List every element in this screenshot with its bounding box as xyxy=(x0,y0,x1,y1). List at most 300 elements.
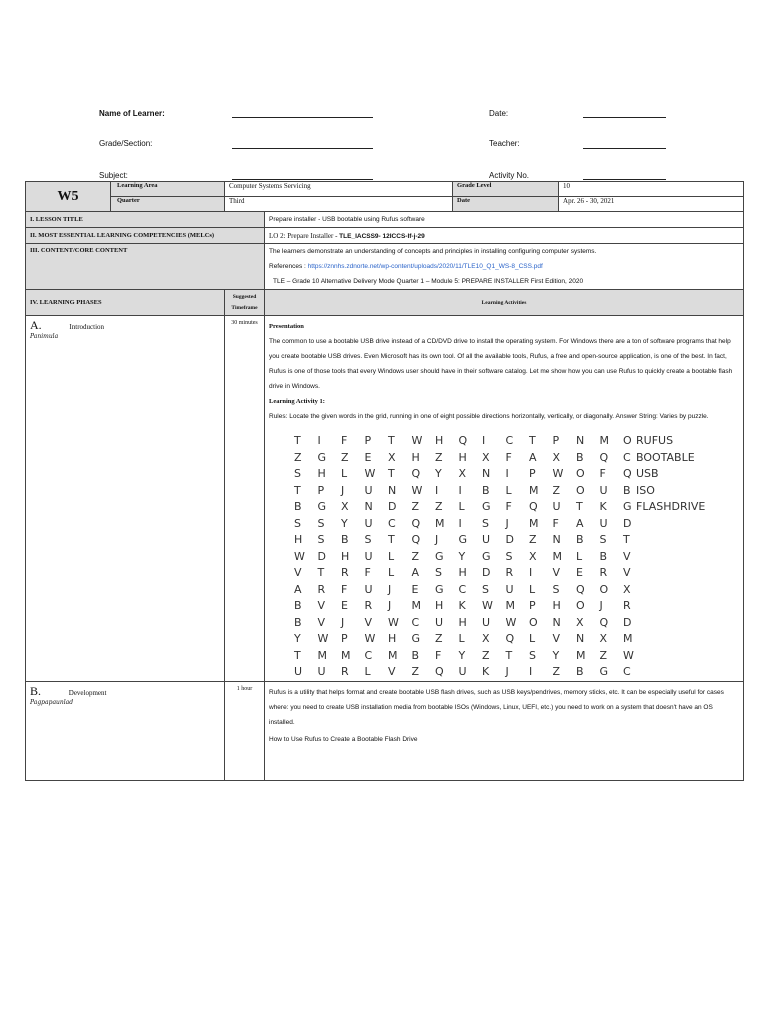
word-search-letter: B xyxy=(294,615,302,629)
word-search-letter: T xyxy=(388,467,395,480)
word-search-letter: B xyxy=(623,483,631,497)
word-search-word-list xyxy=(636,434,705,517)
word-search-letter: W xyxy=(552,467,564,480)
word-search-letter: J xyxy=(341,483,345,497)
word-search-letter: G xyxy=(623,500,632,513)
word-search-letter: Q xyxy=(411,467,421,480)
word-search-letter: R xyxy=(599,566,608,579)
word-search-letter: L xyxy=(529,632,536,645)
word-search-letter: M xyxy=(576,648,586,662)
word-search-letter: Z xyxy=(435,450,443,464)
word-search-row xyxy=(294,484,647,501)
word-search-letter: L xyxy=(505,483,512,497)
word-search-letter: F xyxy=(599,467,606,480)
word-search-letter: S xyxy=(599,533,607,546)
word-search-letter: C xyxy=(623,665,631,678)
word-search-letter: O xyxy=(576,483,585,497)
word-search-letter: U xyxy=(435,615,444,629)
word-search-letter: O xyxy=(599,582,609,596)
references-extra: TLE – Grade 10 Alternative Delivery Mode Quarter 1 – Module 5: PREPARE INSTALLER First Edition, 2020 xyxy=(273,278,584,285)
word-search-letter: U xyxy=(364,549,373,563)
word-search-letter: A xyxy=(529,450,537,464)
subject-line xyxy=(232,179,373,180)
word-search-letter: B xyxy=(294,599,302,612)
content-text: The learners demonstrate an understanding of concepts and principles in installing configuring computer systems. xyxy=(269,248,597,255)
word-search-letter: B xyxy=(599,549,608,563)
word-search-letter: U xyxy=(482,533,491,546)
word-search-letter: J xyxy=(505,665,509,678)
word-search-letter: C xyxy=(364,648,373,662)
word-search-letter: N xyxy=(576,434,585,447)
word-search-letter: G xyxy=(482,500,491,513)
activity-text: Rules: Locate the given words in the grid, running in one of eight possible directions horizontally, vertically, or diagonally. Answer String: Varies by puzzle. xyxy=(269,413,709,420)
word-search-letter: U xyxy=(552,500,561,513)
phase-b-time: 1 hour xyxy=(225,682,265,781)
word-search-grid xyxy=(294,434,647,682)
word-search-letter: P xyxy=(364,434,372,447)
word-search-letter: A xyxy=(576,516,584,530)
word-search-letter: T xyxy=(576,500,583,513)
word-search-letter: I xyxy=(458,516,462,530)
references-link[interactable]: https://znnhs.zdnorte.net/wp-content/uploads/2020/11/TLE10_Q1_WS-8_CSS.pdf xyxy=(307,263,543,270)
activity-no-line xyxy=(583,179,666,180)
word-search-letter: S xyxy=(435,566,442,579)
learning-area-value: Computer Systems Servicing xyxy=(225,182,453,197)
word-search-letter: L xyxy=(364,665,371,678)
word-search-letter: X xyxy=(482,632,490,645)
word-search-letter: U xyxy=(482,615,491,629)
activity-title: Learning Activity 1: xyxy=(269,398,325,405)
word-search-letter: N xyxy=(482,467,491,480)
date-cell-value: Apr. 26 - 30, 2021 xyxy=(559,197,744,212)
phase-b-name: Development xyxy=(68,689,107,697)
word-search-letter: P xyxy=(529,467,536,480)
word-search-letter: B xyxy=(576,665,584,678)
word-search-letter: X xyxy=(623,582,631,596)
word-search-letter: F xyxy=(505,500,512,513)
presentation-title: Presentation xyxy=(269,323,304,330)
word-search-letter: H xyxy=(458,450,467,464)
word-search-row xyxy=(294,451,647,468)
word-search-letter: P xyxy=(317,483,325,497)
word-search-letter: S xyxy=(482,516,489,530)
word-search-letter: Z xyxy=(482,648,490,662)
word-search-letter: Z xyxy=(411,500,420,513)
word-search-letter: R xyxy=(341,665,349,678)
word-search-letter: M xyxy=(388,648,398,662)
word-search-letter: K xyxy=(599,500,607,513)
melc-prefix: LO 2: Prepare Installer - xyxy=(269,231,338,240)
activities-header: Learning Activities xyxy=(265,290,744,316)
word-search-letter: J xyxy=(341,615,345,629)
word-search-letter: H xyxy=(294,533,303,546)
word-search-letter: Y xyxy=(458,549,466,563)
word-search-letter: B xyxy=(341,533,349,546)
word-search-letter: X xyxy=(599,632,608,645)
word-search-letter: L xyxy=(388,566,395,579)
word-search-letter: A xyxy=(294,582,302,596)
word-search-letter: Z xyxy=(341,450,349,464)
word-search-letter: G xyxy=(435,582,444,596)
grade-level-value: 10 xyxy=(559,182,744,197)
phase-b-sub: Pagpapaunlad xyxy=(30,699,74,706)
word-search-letter: J xyxy=(388,599,392,612)
word-search-letter: T xyxy=(388,434,395,447)
word-search-letter: J xyxy=(505,516,509,530)
word-search-letter: M xyxy=(411,599,421,612)
word-search-row xyxy=(294,550,647,567)
word-search-letter: H xyxy=(411,450,420,464)
word-search-letter: I xyxy=(529,665,533,678)
word-search-letter: L xyxy=(388,549,395,563)
word-search-letter: W xyxy=(317,632,329,645)
word-search-letter: I xyxy=(317,434,321,447)
word-search-letter: H xyxy=(458,566,467,579)
howto-text: How to Use Rufus to Create a Bootable Flash Drive xyxy=(269,736,418,743)
word-search-letter: B xyxy=(576,533,584,546)
word-search-letter: F xyxy=(435,648,442,662)
word-search-letter: X xyxy=(576,615,584,629)
phase-b-letter: B. xyxy=(30,684,42,698)
word-search-letter: Q xyxy=(529,500,538,513)
word-search-letter: Q xyxy=(411,516,421,530)
word-search-letter: X xyxy=(482,450,490,464)
word-search-word: FLASHDRIVE xyxy=(636,500,706,513)
word-search-letter: V xyxy=(317,599,326,612)
week-cell: W5 xyxy=(26,182,111,212)
word-search-letter: Z xyxy=(411,665,420,678)
word-search-letter: N xyxy=(388,483,397,497)
word-search-letter: D xyxy=(482,566,491,579)
word-search-word: USB xyxy=(636,467,659,480)
word-search-letter: M xyxy=(529,483,539,497)
references-label: References : xyxy=(269,263,306,270)
word-search-letter: P xyxy=(341,632,348,645)
word-search-letter: G xyxy=(411,632,421,645)
word-search-letter: B xyxy=(411,648,420,662)
word-search-letter: U xyxy=(364,582,373,596)
word-search-letter: V xyxy=(552,566,561,579)
word-search-letter: W xyxy=(623,648,634,662)
word-search-row xyxy=(294,583,647,600)
grade-section-label: Grade/Section: xyxy=(99,139,153,148)
grade-level-label: Grade Level xyxy=(453,182,559,197)
word-search-letter: W xyxy=(364,632,376,645)
word-search-letter: T xyxy=(294,648,301,662)
word-search-letter: U xyxy=(599,483,608,497)
word-search-letter: F xyxy=(505,450,512,464)
word-search-letter: F xyxy=(341,434,348,447)
word-search-letter: V xyxy=(388,665,396,678)
word-search-letter: F xyxy=(552,516,559,530)
word-search-letter: Z xyxy=(552,665,561,678)
phase-a-name: Introduction xyxy=(69,323,105,331)
word-search-letter: W xyxy=(294,549,305,563)
word-search-letter: K xyxy=(458,599,466,612)
word-search-letter: V xyxy=(317,615,326,629)
word-search-letter: X xyxy=(529,549,537,563)
word-search-letter: U xyxy=(599,516,608,530)
word-search-letter: L xyxy=(576,549,583,563)
melc-value xyxy=(265,228,744,244)
word-search-letter: W xyxy=(388,615,399,629)
word-search-letter: M xyxy=(623,632,633,645)
word-search-letter: H xyxy=(388,632,397,645)
word-search-letter: Z xyxy=(599,648,608,662)
word-search-letter: S xyxy=(294,467,301,480)
word-search-letter: T xyxy=(505,648,513,662)
word-search-letter: V xyxy=(364,615,373,629)
word-search-letter: Z xyxy=(529,533,537,546)
word-search-letter: N xyxy=(576,632,585,645)
word-search-letter: W xyxy=(411,483,423,497)
word-search-letter: T xyxy=(317,566,325,579)
learning-phases-header: IV. LEARNING PHASES xyxy=(26,290,225,316)
content-label: III. CONTENT/CORE CONTENT xyxy=(26,244,265,290)
word-search-letter: T xyxy=(294,434,301,447)
date-cell-label: Date xyxy=(453,197,559,212)
teacher-label: Teacher: xyxy=(489,139,520,148)
word-search-letter: O xyxy=(529,615,538,629)
lesson-title-label: I. LESSON TITLE xyxy=(26,212,265,228)
phase-a-letter: A. xyxy=(30,318,42,332)
word-search-letter: D xyxy=(317,549,326,563)
content-cell xyxy=(265,244,744,290)
word-search-letter: S xyxy=(317,516,325,530)
word-search-letter: Y xyxy=(458,648,466,662)
word-search-letter: Q xyxy=(411,533,421,546)
word-search-letter: H xyxy=(317,467,326,480)
melc-code: TLE_IACSS9- 12ICCS-If-j-29 xyxy=(339,232,425,240)
word-search-letter: S xyxy=(294,516,301,530)
word-search-letter: C xyxy=(623,450,631,464)
word-search-row xyxy=(294,632,647,649)
phase-a-cell xyxy=(26,316,225,682)
word-search-letter: M xyxy=(505,599,515,612)
word-search-letter: M xyxy=(317,648,327,662)
word-search-letter: H xyxy=(458,615,467,629)
word-search-letter: F xyxy=(341,582,348,596)
word-search-letter: I xyxy=(435,483,439,497)
word-search-row xyxy=(294,649,647,666)
presentation-text: The common to use a bootable USB drive instead of a CD/DVD drive to install the operating system. For Windows there are a ton of software programs that help you create bootable USB drives. Even Microsoft has its own tool. Of all the available tools, Rufus, a free and open-source application, is one of the best. In fact, Rufus is one of those tools that every Windows user should have in their software catalog. Let me show how you can use Rufus to quickly create a bootable flash drive in Windows. xyxy=(269,338,733,390)
word-search-letter: L xyxy=(458,632,465,645)
word-search-letter: Y xyxy=(294,632,301,645)
word-search-letter: Q xyxy=(458,434,468,447)
phase-b-activities xyxy=(265,682,744,781)
word-search-letter: S xyxy=(552,582,560,596)
word-search-row xyxy=(294,533,647,550)
word-search-letter: D xyxy=(623,516,632,530)
word-search-letter: Q xyxy=(599,450,609,464)
word-search-letter: Q xyxy=(623,467,632,480)
quarter-value: Third xyxy=(225,197,453,212)
word-search-row xyxy=(294,467,647,484)
word-search-letter: S xyxy=(317,533,325,546)
word-search-word: RUFUS xyxy=(636,434,674,447)
word-search-row xyxy=(294,566,647,583)
word-search-letter: G xyxy=(317,500,327,513)
word-search-letter: O xyxy=(576,599,585,612)
word-search-letter: Q xyxy=(435,665,444,678)
word-search-letter: H xyxy=(435,599,444,612)
word-search-letter: J xyxy=(388,582,392,596)
word-search-letter: W xyxy=(411,434,423,447)
lesson-title-value: Prepare installer - USB bootable using Rufus software xyxy=(265,212,744,228)
word-search-word: ISO xyxy=(636,483,655,497)
word-search-letter: U xyxy=(364,483,373,497)
word-search-letter: Y xyxy=(341,516,348,530)
word-search-letter: I xyxy=(458,483,462,497)
development-text: Rufus is a utility that helps format and create bootable USB flash drives, such as USB keys/pendrives, memory sticks, etc. It can be especially useful for cases where: you need to create USB installation media from bootable ISOs (Windows, Linux, UEFI, etc.) you need to work on a system that doesn't have an OS installed. xyxy=(269,689,724,726)
word-search-letter: U xyxy=(505,582,514,596)
word-search-letter: X xyxy=(388,450,396,464)
name-of-learner-line xyxy=(232,117,373,118)
word-search-letter: T xyxy=(388,533,395,546)
word-search-letter: V xyxy=(623,549,631,563)
word-search-letter: S xyxy=(364,533,372,546)
word-search-letter: B xyxy=(482,483,490,497)
word-search-letter: Y xyxy=(552,648,560,662)
word-search-letter: W xyxy=(364,467,376,480)
word-search-letter: E xyxy=(364,450,372,464)
word-search-letter: G xyxy=(317,450,327,464)
word-search-letter: N xyxy=(552,533,561,546)
word-search-letter: V xyxy=(623,566,631,579)
word-search-letter: L xyxy=(458,500,465,513)
word-search-letter: E xyxy=(576,566,583,579)
word-search-letter: R xyxy=(623,599,631,612)
word-search-letter: E xyxy=(341,599,348,612)
word-search-letter: G xyxy=(482,549,491,563)
word-search-letter: H xyxy=(435,434,444,447)
word-search-letter: U xyxy=(294,665,303,678)
word-search-letter: G xyxy=(435,549,444,563)
date-line xyxy=(583,117,666,118)
phase-a-time: 30 minutes xyxy=(225,316,265,682)
word-search-letter: R xyxy=(317,582,326,596)
word-search-letter: M xyxy=(529,516,539,530)
word-search-letter: M xyxy=(435,516,445,530)
phase-a-activities xyxy=(265,316,744,682)
date-label: Date: xyxy=(489,109,509,118)
word-search-letter: Z xyxy=(411,549,420,563)
word-search-letter: X xyxy=(552,450,561,464)
word-search-letter: X xyxy=(341,500,349,513)
word-search-letter: D xyxy=(505,533,514,546)
word-search-letter: C xyxy=(458,582,467,596)
word-search-letter: M xyxy=(341,648,351,662)
teacher-line xyxy=(583,148,666,149)
word-search-letter: U xyxy=(458,665,467,678)
word-search-letter: V xyxy=(294,566,302,579)
word-search-letter: J xyxy=(599,599,603,612)
word-search-letter: S xyxy=(529,648,536,662)
word-search-letter: G xyxy=(599,665,609,678)
word-search-letter: Q xyxy=(505,632,515,645)
word-search-letter: N xyxy=(364,500,373,513)
word-search-letter: F xyxy=(364,566,371,579)
word-search-letter: S xyxy=(482,582,489,596)
word-search-letter: B xyxy=(576,450,584,464)
grade-section-line xyxy=(232,148,373,149)
melc-label: II. MOST ESSENTIAL LEARNING COMPETENCIES (MELCs) xyxy=(26,228,265,244)
word-search-letter: C xyxy=(388,516,396,530)
word-search-letter: I xyxy=(482,434,486,447)
word-search-letter: G xyxy=(458,533,468,546)
references-line xyxy=(269,259,739,274)
word-search-letter: I xyxy=(529,566,533,579)
word-search-letter: P xyxy=(529,599,536,612)
word-search-letter: D xyxy=(623,615,632,629)
word-search-letter: U xyxy=(364,516,373,530)
word-search-word: BOOTABLE xyxy=(636,450,695,464)
word-search-letter: Z xyxy=(435,632,443,645)
word-search-letter: O xyxy=(623,434,632,447)
word-search-letter: R xyxy=(341,566,349,579)
word-search-puzzle xyxy=(269,432,739,678)
lesson-plan-table xyxy=(25,181,744,781)
word-search-letter: Q xyxy=(599,615,609,629)
word-search-row xyxy=(294,434,647,451)
word-search-letter: R xyxy=(364,599,373,612)
word-search-letter: J xyxy=(435,533,439,546)
word-search-letter: A xyxy=(411,566,420,579)
word-search-letter: Y xyxy=(435,467,442,480)
timeframe-header: Suggested Timeframe xyxy=(225,290,265,316)
word-search-letter: Z xyxy=(435,500,443,513)
word-search-letter: U xyxy=(317,665,326,678)
word-search-letter: W xyxy=(505,615,517,629)
word-search-letter: R xyxy=(505,566,514,579)
word-search-letter: P xyxy=(552,434,560,447)
word-search-letter: B xyxy=(294,500,302,513)
word-search-letter: Z xyxy=(552,483,561,497)
word-search-letter: T xyxy=(294,483,301,497)
word-search-letter: V xyxy=(552,632,561,645)
word-search-letter: H xyxy=(552,599,561,612)
word-search-letter: M xyxy=(552,549,562,563)
word-search-letter: W xyxy=(482,599,493,612)
word-search-letter: Q xyxy=(576,582,585,596)
word-search-letter: L xyxy=(341,467,348,480)
word-search-letter: S xyxy=(505,549,513,563)
word-search-letter: L xyxy=(529,582,536,596)
word-search-row xyxy=(294,616,647,633)
quarter-label: Quarter xyxy=(111,197,225,212)
subject-label: Subject: xyxy=(99,171,128,180)
learning-area-label: Learning Area xyxy=(111,182,225,197)
word-search-letter: X xyxy=(458,467,467,480)
word-search-letter: I xyxy=(505,467,509,480)
word-search-letter: H xyxy=(341,549,350,563)
word-search-letter: T xyxy=(529,434,536,447)
word-search-letter: K xyxy=(482,665,490,678)
word-search-row xyxy=(294,517,647,534)
word-search-letter: M xyxy=(599,434,609,447)
activity-no-label: Activity No. xyxy=(489,171,530,180)
phase-b-cell xyxy=(26,682,225,781)
phase-a-sub: Panimula xyxy=(30,333,59,340)
word-search-letter: E xyxy=(411,582,419,596)
word-search-row xyxy=(294,665,647,682)
word-search-row xyxy=(294,500,647,517)
word-search-letter: D xyxy=(388,500,397,513)
word-search-letter: Z xyxy=(294,450,302,464)
word-search-letter: C xyxy=(505,434,514,447)
word-search-letter: C xyxy=(411,615,420,629)
word-search-row xyxy=(294,599,647,616)
